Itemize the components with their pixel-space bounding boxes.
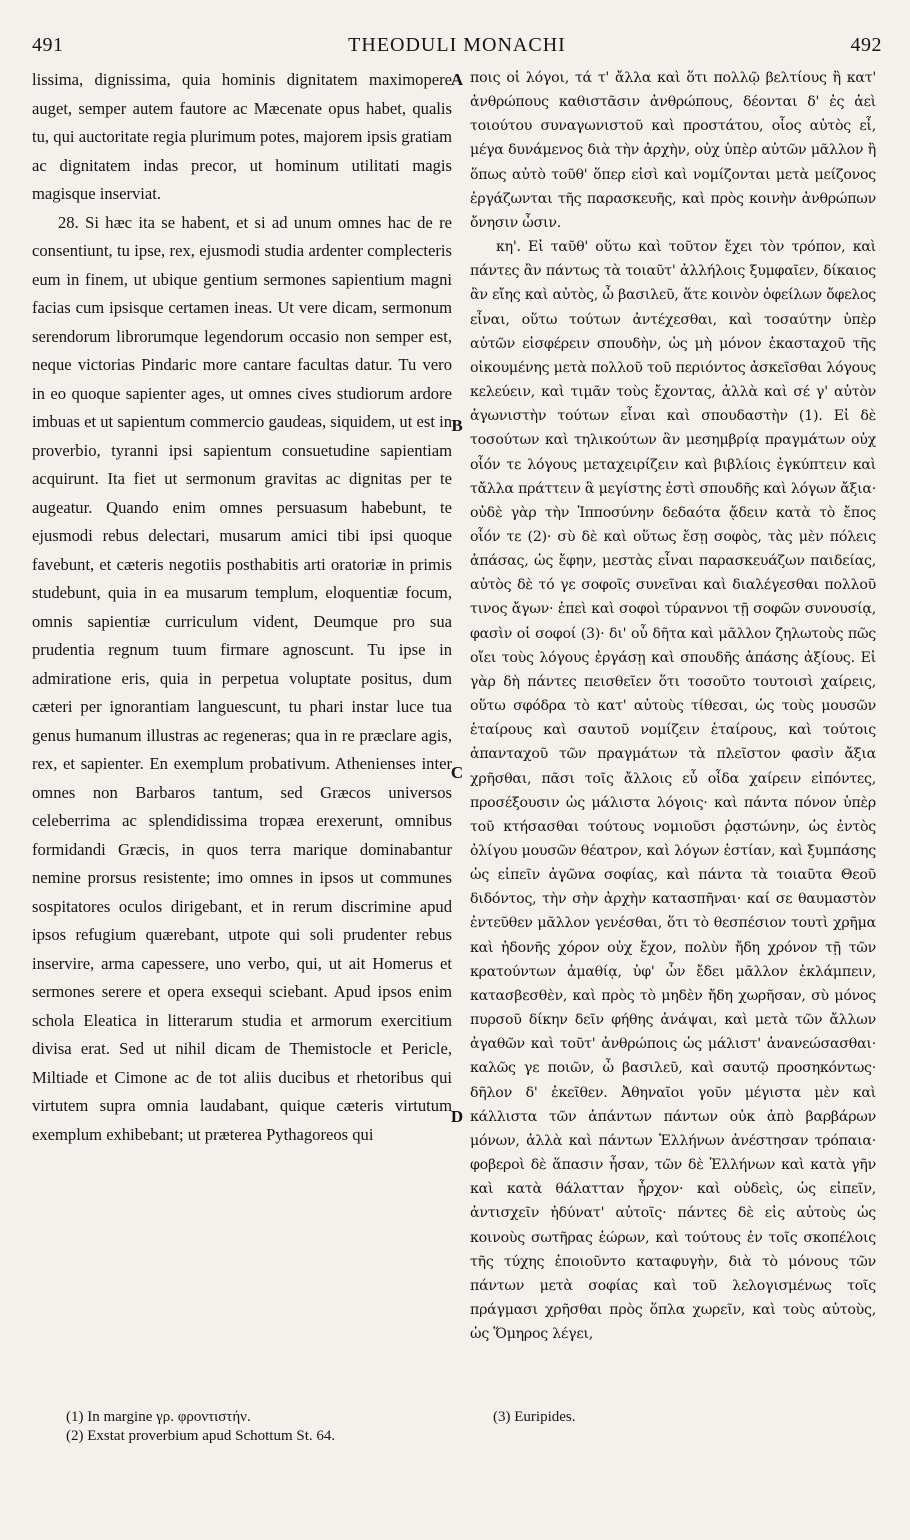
greek-paragraph: ποις οἱ λόγοι, τά τ' ἄλλα καὶ ὅτι πολλῷ βελτίους ἢ κατ' ἀνθρώπους καθιστᾶσιν ἀνθρώπους, δέονται δ' ἐς ἀεὶ τοιούτου συναγωνιστοῦ καὶ προστάτου, οἷος αὐτὸς εἶ, μέγα δυνάμενος διὰ τὴν ἀρχὴν, οὐχ ὑπὲρ αὐτῶν μᾶλλον ἢ ὅπως αὐτὸ τοῦθ' ὅπερ εἰσὶ καὶ νομίζονται μετὰ μείζονος ἐργάζωνται τῆς παρασκευῆς, καὶ πρὸς κοινὴν ἀνθρώπων ὄνησιν ὦσιν. xyxy=(470,70,876,231)
margin-marker-c: C xyxy=(450,763,464,782)
footnote: (1) In margine γρ. φροντιστήν. xyxy=(66,1409,251,1425)
page-number-left: 491 xyxy=(32,34,64,56)
footnotes-left xyxy=(66,1408,456,1446)
footnotes-right xyxy=(493,1408,873,1427)
greek-column xyxy=(470,66,876,1401)
running-title: THEODULI MONACHI xyxy=(348,34,566,56)
latin-paragraph: lissima, dignissima, quia hominis dignitatem maximopere auget, semper autem fautore ac Mæcenate opus habet, qualis tu, qui auctoritate regia plurimum potes, majorem ipsis gratiam ac dignitatem indas precor, ut hominum utilitati magis magisque inserviat. xyxy=(32,70,452,203)
footnote: (2) Exstat proverbium apud Schottum St. 64. xyxy=(66,1428,336,1444)
margin-marker-d: D xyxy=(450,1107,464,1126)
latin-paragraph: 28. Si hæc ita se habent, et si ad unum omnes hac de re consentiunt, tu ipse, rex, ejusmodi studia ardenter complecteris eum in finem, ut ubique gentium sermones sapientium magni facias cum ipsisque certamen ineas. Ut vere dicam, sermonum serendorum librorumque legendorum occasio non semper est, neque victorias Pindaric more cantare facultas datur. Tu vero in eo quoque sapienter ages, ut omnes cives studiorum ardore imbuas et ut sapientum commercio gaudeas, siquidem, ut est in proverbio, tyranni ipsi sapientum consuetudine sapientiam acquirunt. Ita fiet ut sermonum gravitas ac dignitas per te augeatur. Quando enim omnes persuasum habebunt, te ejusmodi rebus delectari, musarum amici tibi ipsi quoque favebunt, et cæteris negotiis posthabitis arti oratoriæ in primis studebunt, quia in ea musarum templum, eloquentiæ focum, omnis sapientiæ curriculum vident, Deumque pro sua prudentia regnum tuum firmare agnoscunt. Tu ipse in admiratione eris, quia in perpetua voluptate positus, dum cæteri per ignorantiam languescunt, tu phari instar luce tua genus humanum illustras ac regeneras; qua in re præclare agis, rex, et sapienter. En exemplum probativum. Athenienses inter omnes non Barbaros tantum, sed Græcos universos celeberrima ac splendidissima tropæa erexerunt, omnibus formidandi Græcis, in quos terra marique dominabantur nemine prorsus resistente; imo omnes in ipsos ut communes sospitatores oculos dirigebant, et in rerum discrimine apud ipsos refugium quærebant, utpote qui soli prudenter rebus inservire, arma capessere, uno verbo, qui, ut ait Homerus et sermones serere et opera exsequi sciebant. Apud ipsos enim schola Eleatica in litterarum studia et armorum exercitium divisa erat. Sed ut nihil dicam de Themistocle et Pericle, Miltiade et Cimone ac de tot aliis ducibus et rhetoribus qui virtutem supra omnia laudabant, quique cæteris virtutum exemplum exhibebant; ut præterea Pythagoreos qui xyxy=(32,212,452,1144)
margin-marker-b: B xyxy=(451,416,463,435)
footnote: (3) Euripides. xyxy=(493,1409,576,1425)
greek-paragraph: κη'. Εἰ ταῦθ' οὕτω καὶ τοῦτον ἔχει τὸν τρόπον, καὶ πάντες ἂν πάντως τὰ τοιαῦτ' ἀλλήλοις ξυμφαῖεν, δίκαιος ἂν εἴης καὶ αὐτὸς, ὦ βασιλεῦ, ἅτε κοινὸν ὀφείλων ὄφελος εἶναι, οὕτω τούτων ἀντέχεσθαι, καὶ τοσαύτην ὑπὲρ αὐτῶν εἰσφέρειν σπουδὴν, ὡς μὴ μόνον ἑκασταχοῦ τῆς οἰκουμένης μετὰ πολλοῦ τοῦ περιόντος ἀσκεῖσθαι λόγους κελεύειν, καὶ τιμᾶν τοὺς ἔχοντας, ἀλλὰ καὶ σέ γ' αὐτὸν ἀγωνιστὴν τούτων εἶναι καὶ σπουδαστὴν (1). Εἰ δὲ τοσούτων καὶ τηλικούτων ἂν μεσημβρίᾳ πραγμάτων οὐχ οἷόν τε λόγους μεταχειρίζειν καὶ βιβλίοις ἐγκύπτειν καὶ τἄλλα πράττειν ἃ μεγίστης ἐστὶ σπουδῆς καὶ λόγων ἄξια· οὐδὲ γὰρ τὴν Ἱπποσύνην δεδαότα ᾄδειν κατὰ τὸ ἔπος οἷόν τε (2)· σὺ δὲ καὶ οὕτως ἔσῃ σοφὸς, τὰς μὲν πόλεις ἁπάσας, ὡς ἔφην, μεστὰς εἶναι παρασκευάζων παιδείας, αὐτὸς δὲ τό γε σοφοῖς συνεῖναι καὶ διαλέγεσθαι πολλοῦ τινος ἄγων· ἐπεὶ καὶ σοφοὶ τύραννοι τῇ σοφῶν συνουσίᾳ, φασὶν οἱ σοφοί (3)· δι' οὗ δῆτα καὶ μᾶλλον ζηλωτοὺς πῶς οἴει τοὺς λόγους ἐργάσῃ καὶ σπουδῆς ἁπάσης ἀξίους. Εἰ γὰρ δὴ πάντες πεισθεῖεν ὅτι τοσοῦτο τουτοισὶ χαίρεις, οὕτω σφόδρα τὸ κατ' αὐτοὺς τίθεσαι, ὡς τοὺς μουσῶν ἑταίρους καὶ σαυτοῦ νομίζειν ἑταίρους, καὶ τούτοις ἁπανταχοῦ τῶν πραγμάτων τὰ πλεῖστον φασὶν ἄξια χρῆσθαι, πᾶσι τοῖς ἄλλοις εὖ οἶδα χαίρειν εἰπόντες, προσέξουσιν ὡς μάλιστα λόγοις· καὶ πάντα πόνον ὑπὲρ τοῦ κτήσασθαι τούτους νομιοῦσι ῥᾳστώνην, ὡς ἐντὸς ὀλίγου μουσῶν θέατρον, καὶ λόγων ἑστίαν, καὶ ξυμπάσης ὡς εἰπεῖν ἀγῶνα σοφίας, καὶ πάντα τὰ τοιαῦτα Θεοῦ διδόντος, τὴν σὴν ἀρχὴν κατασπῆναι· καί σε θαυμαστὸν ἐντεῦθεν μᾶλλον γενέσθαι, ὅτι τὸ θεσπέσιον τουτὶ χρῆμα καὶ ἡδονῆς χόρον οὐχ ἔχον, πολὺν ἤδη χρόνον τῇ τῶν κρατούντων ἀμαθίᾳ, ὑφ' ὧν ἔδει μᾶλλον ἐκλάμπειν, κατασβεσθὲν, καὶ πρὸς τὸ μηδὲν ἤδη χωρῆσαν, σὺ μόνος πυρσοῦ δίκην δεῖν φήθης ἀνάψαι, καὶ μετὰ τῶν ἄλλων ἀγαθῶν καὶ τοῦτ' ἀνθρώποις ὡς μάλιστ' ἀνανεώσασθαι· καλῶς γε ποιῶν, ὦ βασιλεῦ, καὶ σαυτῷ προσηκόντως· δῆλον δ' ἐκεῖθεν. Ἀθηναῖοι γοῦν μέγιστα μὲν καὶ κάλλιστα τῶν ἁπάντων πάντων οὐκ ἀπὸ βαρβάρων μόνων, ἀλλὰ καὶ πάντων Ἑλλήνων ἀνέστησαν τρόπαια· φοβεροὶ δὲ ἅπασιν ἦσαν, τῶν δὲ Ἑλλήνων καὶ κατὰ γῆν καὶ κατὰ θάλατταν ἦρχον· καὶ οὐδεὶς, ὡς εἰπεῖν, ἀντισχεῖν ἠδύνατ' αὐτοῖς· πάντες δὲ εἰς αὐτοὺς ὡς κοινοὺς σωτῆρας ἑώρων, καὶ τούτους ἐν τοῖς σκοπέλοις τῆς τύχης ἐποιοῦντο καταφυγὴν, διὰ τὸ μόνους τῶν πάντων μετὰ σοφίας καὶ τοῦ λελογισμένως τοῖς πράγμασι χρῆσθαι πρὸς ὅπλα χωρεῖν, καὶ τοὺς αὐτοὺς, ὡς Ὅμηρος λέγει, xyxy=(470,239,876,1343)
page-number-right: 492 xyxy=(850,34,882,56)
latin-column xyxy=(32,66,452,1401)
running-header xyxy=(32,34,882,64)
margin-marker-a: A xyxy=(450,70,464,89)
